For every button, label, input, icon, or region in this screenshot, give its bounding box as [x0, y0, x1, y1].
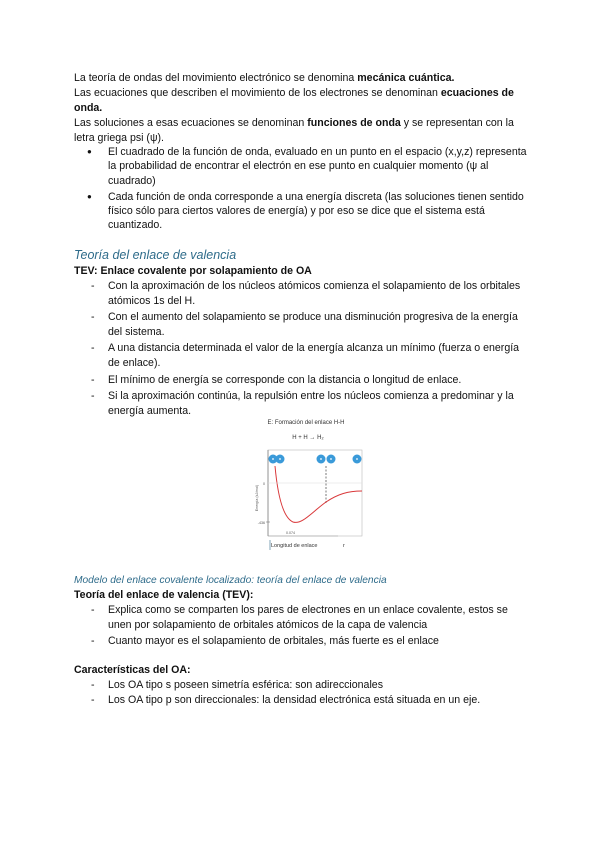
intro-bullets — [74, 145, 530, 233]
section-subheading-model: Teoría del enlace de valencia (TEV): — [74, 589, 254, 601]
list-item: - El mínimo de energía se corresponde con la distancia o longitud de enlace. — [74, 373, 530, 388]
section-heading-tev: Teoría del enlace de valencia — [74, 248, 237, 262]
section-heading-model: Modelo del enlace covalente localizado: teoría del enlace de valencia — [74, 575, 387, 586]
oa-list — [74, 678, 534, 708]
list-item: - A una distancia determinada el valor de la energía alcanza un mínimo (fuerza o energía de enlace). — [74, 341, 530, 370]
figure-reaction: H + H → H₂ — [292, 435, 324, 441]
x-tick-bond-length: 0.074 — [286, 531, 295, 535]
intro-line-1: La teoría de ondas del movimiento electrónico se denomina mecánica cuántica. — [74, 72, 455, 84]
list-item: - Explica como se comparten los pares de electrones en un enlace covalente, estos se unen por solapamiento de orbitales atómicos de la capa de valencia — [74, 603, 534, 633]
list-item: - Cuanto mayor es el solapamiento de orbitales, más fuerte es el enlace — [74, 634, 534, 649]
orbital-pair-bonded — [269, 455, 285, 464]
intro-line-2: Las ecuaciones que describen el movimiento de los electrones se denominan ecuaciones de onda. — [74, 87, 514, 114]
model-list — [74, 603, 534, 649]
list-item: - Los OA tipo p son direccionales: la densidad electrónica está situada en un eje. — [74, 693, 534, 708]
zero-tick-label: 0 — [263, 482, 265, 486]
section-subheading-tev: TEV: Enlace covalente por solapamiento de OA — [74, 265, 312, 277]
list-item: - Los OA tipo s poseen simetría esférica: son adireccionales — [74, 678, 534, 693]
x-axis-arrow-label: r — [343, 543, 345, 549]
list-item: - Con el aumento del solapamiento se produce una disminución progresiva de la energía del sistema. — [74, 310, 530, 339]
intro-line-3: Las soluciones a esas ecuaciones se denominan funciones de onda y se representan con la letra griega psi (ψ). — [74, 117, 514, 144]
min-tick-label: -436 — [257, 521, 265, 525]
list-item: - Con la aproximación de los núcleos atómicos comienza el solapamiento de los orbitales atómicos 1s del H. — [74, 279, 530, 308]
list-item: ● El cuadrado de la función de onda, evaluado en un punto en el espacio (x,y,z) representa la probabilidad de encontrar el electrón en ese punto en cualquier momento (ψ al cuadrado) — [74, 145, 530, 188]
list-item: ● Cada función de onda corresponde a una energía discreta (las soluciones tienen sentido físico sólo para ciertos valores de energía) y por eso se dice que el sistema está cuantizado. — [74, 190, 530, 233]
figure-title: E: Formación del enlace H-H — [267, 420, 345, 426]
bond-energy-figure — [244, 414, 364, 554]
energy-curve — [275, 466, 362, 522]
section-subheading-oa: Características del OA: — [74, 664, 191, 676]
orbital-pair-overlap — [317, 455, 336, 464]
x-axis-label: Longitud de enlace — [271, 543, 318, 549]
y-axis-label: Energía (kJ/mol) — [255, 484, 259, 512]
tev-list — [74, 279, 530, 418]
list-item: - Si la aproximación continúa, la repulsión entre los núcleos comienza a predominar y la energía aumenta. — [74, 389, 530, 418]
